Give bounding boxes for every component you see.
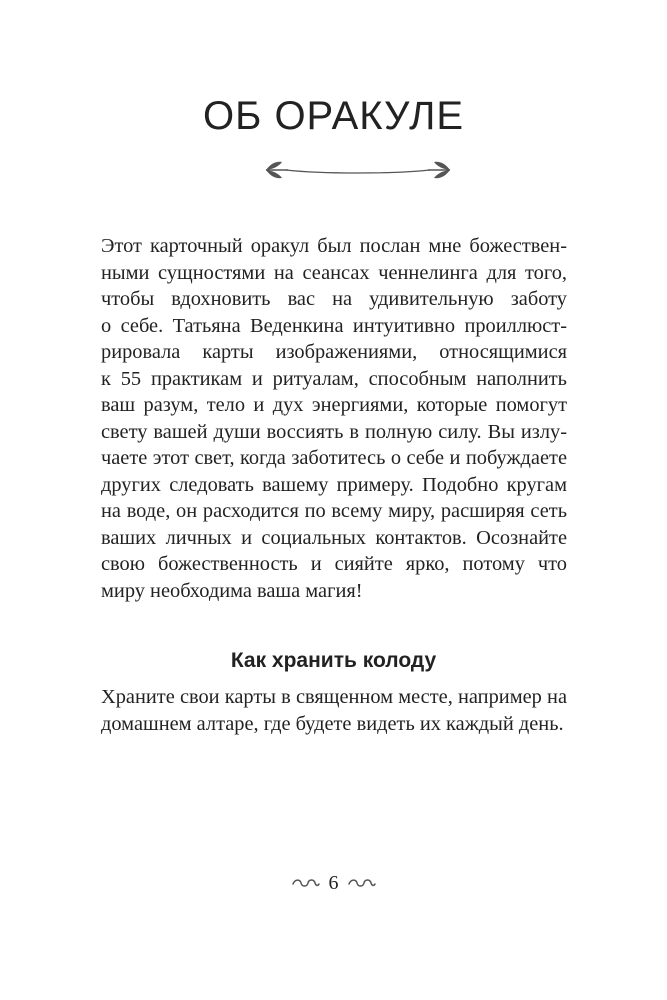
text-line: ваших личных и социальных контактов. Осознайте [101, 526, 567, 549]
text-line: Храните свои карты в священном месте, например на [101, 686, 567, 708]
section-heading: Как хранить колоду [230, 649, 437, 672]
swirl-icon [291, 877, 321, 889]
text-line: о себе. Татьяна Веденкина интуитивно проиллюст- [101, 314, 567, 337]
swirl-icon [347, 877, 377, 889]
text-line: чтобы вдохновить вас на удивительную заботу [101, 288, 567, 310]
text-line: чаете этот свет, когда заботитесь о себе и побуждаете [101, 447, 567, 469]
text-line: к 55 практикам и ритуалам, способным наполнить [101, 367, 567, 390]
text-line: рировала карты изображениями, относящимися [101, 341, 567, 363]
text-line: свою божественность и сияйте ярко, потому что [101, 553, 567, 575]
text-line: домашнем алтаре, где будете видеть их каждый день. [101, 712, 564, 735]
text-line: других следовать вашему примеру. Подобно кругам [101, 473, 567, 496]
intro-paragraph [101, 233, 567, 604]
page-footer [0, 868, 667, 898]
storage-paragraph [101, 684, 567, 737]
text-line: на воде, он расходится по всему миру, расширяя сеть [101, 500, 567, 522]
leaf-divider-icon [262, 155, 454, 185]
text-line: ными сущностями на сеансах ченнелинга для того, [101, 261, 567, 284]
page-number: 6 [328, 872, 339, 894]
text-line: свету вашей души воссиять в полную силу. Вы излу- [101, 420, 567, 443]
text-line: ваш разум, тело и дух энергиями, которые помогут [101, 394, 567, 416]
text-line: Этот карточный оракул был послан мне божествен- [101, 235, 567, 257]
page-title: ОБ ОРАКУЛЕ [202, 94, 465, 138]
text-line: миру необходима ваша магия! [101, 579, 363, 602]
